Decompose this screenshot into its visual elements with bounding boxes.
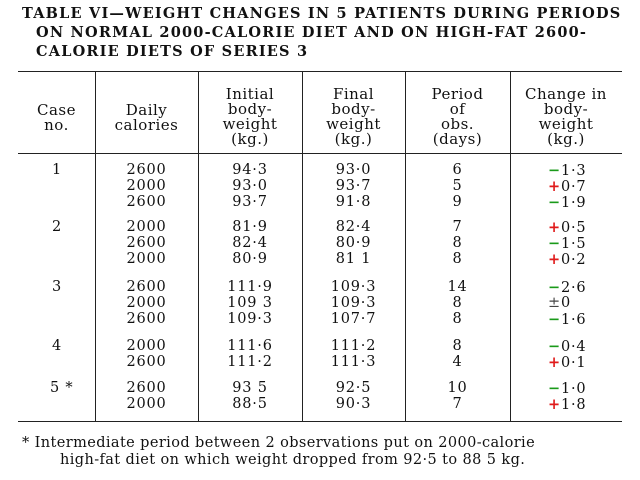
cell-days: 14 <box>447 279 468 295</box>
case-number: 5 * <box>50 380 74 396</box>
header-calories <box>95 103 198 133</box>
change-sign: − <box>548 194 561 211</box>
header-final <box>302 87 405 147</box>
cell-calories: 2600 <box>126 354 167 370</box>
cell-final: 93·0 <box>335 162 372 178</box>
header-period-line: Period <box>431 85 484 103</box>
change-value: 1·5 <box>561 236 587 252</box>
header-initial-line: body- <box>227 100 273 118</box>
change-sign: + <box>548 251 561 268</box>
cell-calories: 2600 <box>126 194 167 210</box>
cell-initial: 109·3 <box>227 311 273 327</box>
cell-initial: 94·3 <box>232 162 268 178</box>
cell-initial: 81·9 <box>232 219 268 235</box>
cell-change <box>548 296 571 311</box>
table-title <box>22 4 622 61</box>
cell-days: 8 <box>452 311 463 327</box>
change-sign: + <box>548 178 561 195</box>
header-calories-line: calories <box>114 116 179 134</box>
title-line-1: TABLE VI—WEIGHT CHANGES IN 5 PATIENTS DURING PERIODS <box>22 5 622 22</box>
footnote-line-1: * Intermediate period between 2 observations put on 2000-calorie <box>22 435 536 451</box>
cell-change <box>548 252 586 268</box>
header-case-line: no. <box>44 116 69 134</box>
bottom-rule <box>18 421 622 422</box>
cell-change <box>548 280 586 296</box>
header-final-line: Final <box>332 85 375 103</box>
cell-change <box>548 339 586 355</box>
cell-calories: 2000 <box>126 396 167 412</box>
cell-days: 8 <box>452 295 463 311</box>
cell-days: 8 <box>452 235 463 251</box>
cell-change <box>548 312 586 328</box>
cell-final: 93·7 <box>335 178 372 194</box>
change-value: 0·5 <box>561 220 587 236</box>
cell-days: 6 <box>452 162 463 178</box>
change-value: 1·6 <box>561 312 587 328</box>
change-sign: − <box>548 279 561 296</box>
top-rule <box>18 71 622 72</box>
footnote-line-2: high-fat diet on which weight dropped from 92·5 to 88 5 kg. <box>60 452 526 468</box>
cell-change <box>548 220 586 236</box>
change-sign: − <box>548 380 561 397</box>
header-change-line: (kg.) <box>547 130 585 148</box>
header-case <box>18 103 95 133</box>
title-line-2: ON NORMAL 2000-CALORIE DIET AND ON HIGH-FAT 2600- <box>36 24 588 41</box>
cell-initial: 109 3 <box>227 295 273 311</box>
change-value: 1·8 <box>561 397 587 413</box>
header-calories-line: Daily <box>125 101 168 119</box>
cell-days: 8 <box>452 338 463 354</box>
change-value: 0 <box>561 295 572 311</box>
change-sign: − <box>548 235 561 252</box>
cell-final: 91·8 <box>335 194 372 210</box>
header-case-line: Case <box>37 101 76 119</box>
cell-change <box>548 163 586 179</box>
cell-initial: 93·7 <box>232 194 268 210</box>
cell-initial: 111·9 <box>227 279 273 295</box>
header-initial-line: (kg.) <box>231 130 269 148</box>
header-period-line: of <box>449 100 466 118</box>
cell-calories: 2600 <box>126 162 167 178</box>
change-sign: − <box>548 311 561 328</box>
cell-days: 9 <box>452 194 463 210</box>
cell-change <box>548 195 586 211</box>
cell-final: 82·4 <box>335 219 372 235</box>
change-value: 0·2 <box>561 252 587 268</box>
change-value: 0·4 <box>561 339 587 355</box>
header-change <box>510 87 622 147</box>
change-value: 0·1 <box>561 355 587 371</box>
cell-calories: 2000 <box>126 178 167 194</box>
cell-change <box>548 397 586 413</box>
cell-days: 10 <box>447 380 468 396</box>
cell-calories: 2000 <box>126 338 167 354</box>
case-number: 4 <box>52 338 63 354</box>
cell-final: 92·5 <box>335 380 372 396</box>
case-number: 3 <box>52 279 63 295</box>
cell-change <box>548 355 586 371</box>
cell-change <box>548 179 586 195</box>
header-initial-line: Initial <box>225 85 275 103</box>
change-sign: − <box>548 338 561 355</box>
cell-initial: 80·9 <box>232 251 268 267</box>
cell-calories: 2600 <box>126 380 167 396</box>
header-final-line: weight <box>326 115 381 133</box>
cell-final: 111·2 <box>330 338 377 354</box>
cell-calories: 2000 <box>126 219 167 235</box>
case-number: 2 <box>52 219 63 235</box>
change-value: 2·6 <box>561 280 587 296</box>
header-initial <box>198 87 302 147</box>
header-final-line: (kg.) <box>334 130 373 148</box>
cell-initial: 93 5 <box>232 380 268 396</box>
cell-calories: 2600 <box>126 279 167 295</box>
case-number: 1 <box>52 162 63 178</box>
cell-initial: 111·6 <box>227 338 273 354</box>
change-value: 1·9 <box>561 195 587 211</box>
cell-final: 107·7 <box>330 311 377 327</box>
change-sign: + <box>548 354 561 371</box>
header-change-line: weight <box>538 115 594 133</box>
cell-days: 7 <box>452 219 463 235</box>
header-period-line: obs. <box>440 115 475 133</box>
cell-days: 8 <box>452 251 463 267</box>
change-sign: + <box>548 396 561 413</box>
change-sign: ± <box>548 295 561 311</box>
title-line-3: CALORIE DIETS OF SERIES 3 <box>36 43 309 60</box>
cell-final: 81 1 <box>335 251 372 267</box>
cell-initial: 88·5 <box>232 396 268 412</box>
cell-final: 90·3 <box>335 396 372 412</box>
cell-final: 109·3 <box>330 279 377 295</box>
header-change-line: Change in <box>525 85 607 103</box>
cell-final: 80·9 <box>335 235 372 251</box>
cell-change <box>548 236 586 252</box>
cell-calories: 2600 <box>126 311 167 327</box>
cell-change <box>548 381 586 397</box>
header-rule <box>18 153 622 154</box>
cell-final: 111·3 <box>330 354 377 370</box>
cell-calories: 2000 <box>126 295 167 311</box>
change-sign: + <box>548 219 561 236</box>
cell-days: 7 <box>452 396 463 412</box>
cell-initial: 111·2 <box>227 354 273 370</box>
header-period <box>405 87 510 147</box>
cell-initial: 93·0 <box>232 178 268 194</box>
header-initial-line: weight <box>222 115 278 133</box>
cell-calories: 2600 <box>126 235 167 251</box>
header-change-line: body- <box>543 100 589 118</box>
cell-days: 5 <box>452 178 463 194</box>
cell-calories: 2000 <box>126 251 167 267</box>
footnote <box>22 435 622 469</box>
change-value: 0·7 <box>561 179 587 195</box>
change-sign: − <box>548 162 561 179</box>
cell-initial: 82·4 <box>232 235 268 251</box>
header-final-line: body- <box>331 100 376 118</box>
cell-days: 4 <box>452 354 463 370</box>
change-value: 1·3 <box>561 163 587 179</box>
header-period-line: (days) <box>432 130 483 148</box>
change-value: 1·0 <box>561 381 587 397</box>
cell-final: 109·3 <box>330 295 377 311</box>
